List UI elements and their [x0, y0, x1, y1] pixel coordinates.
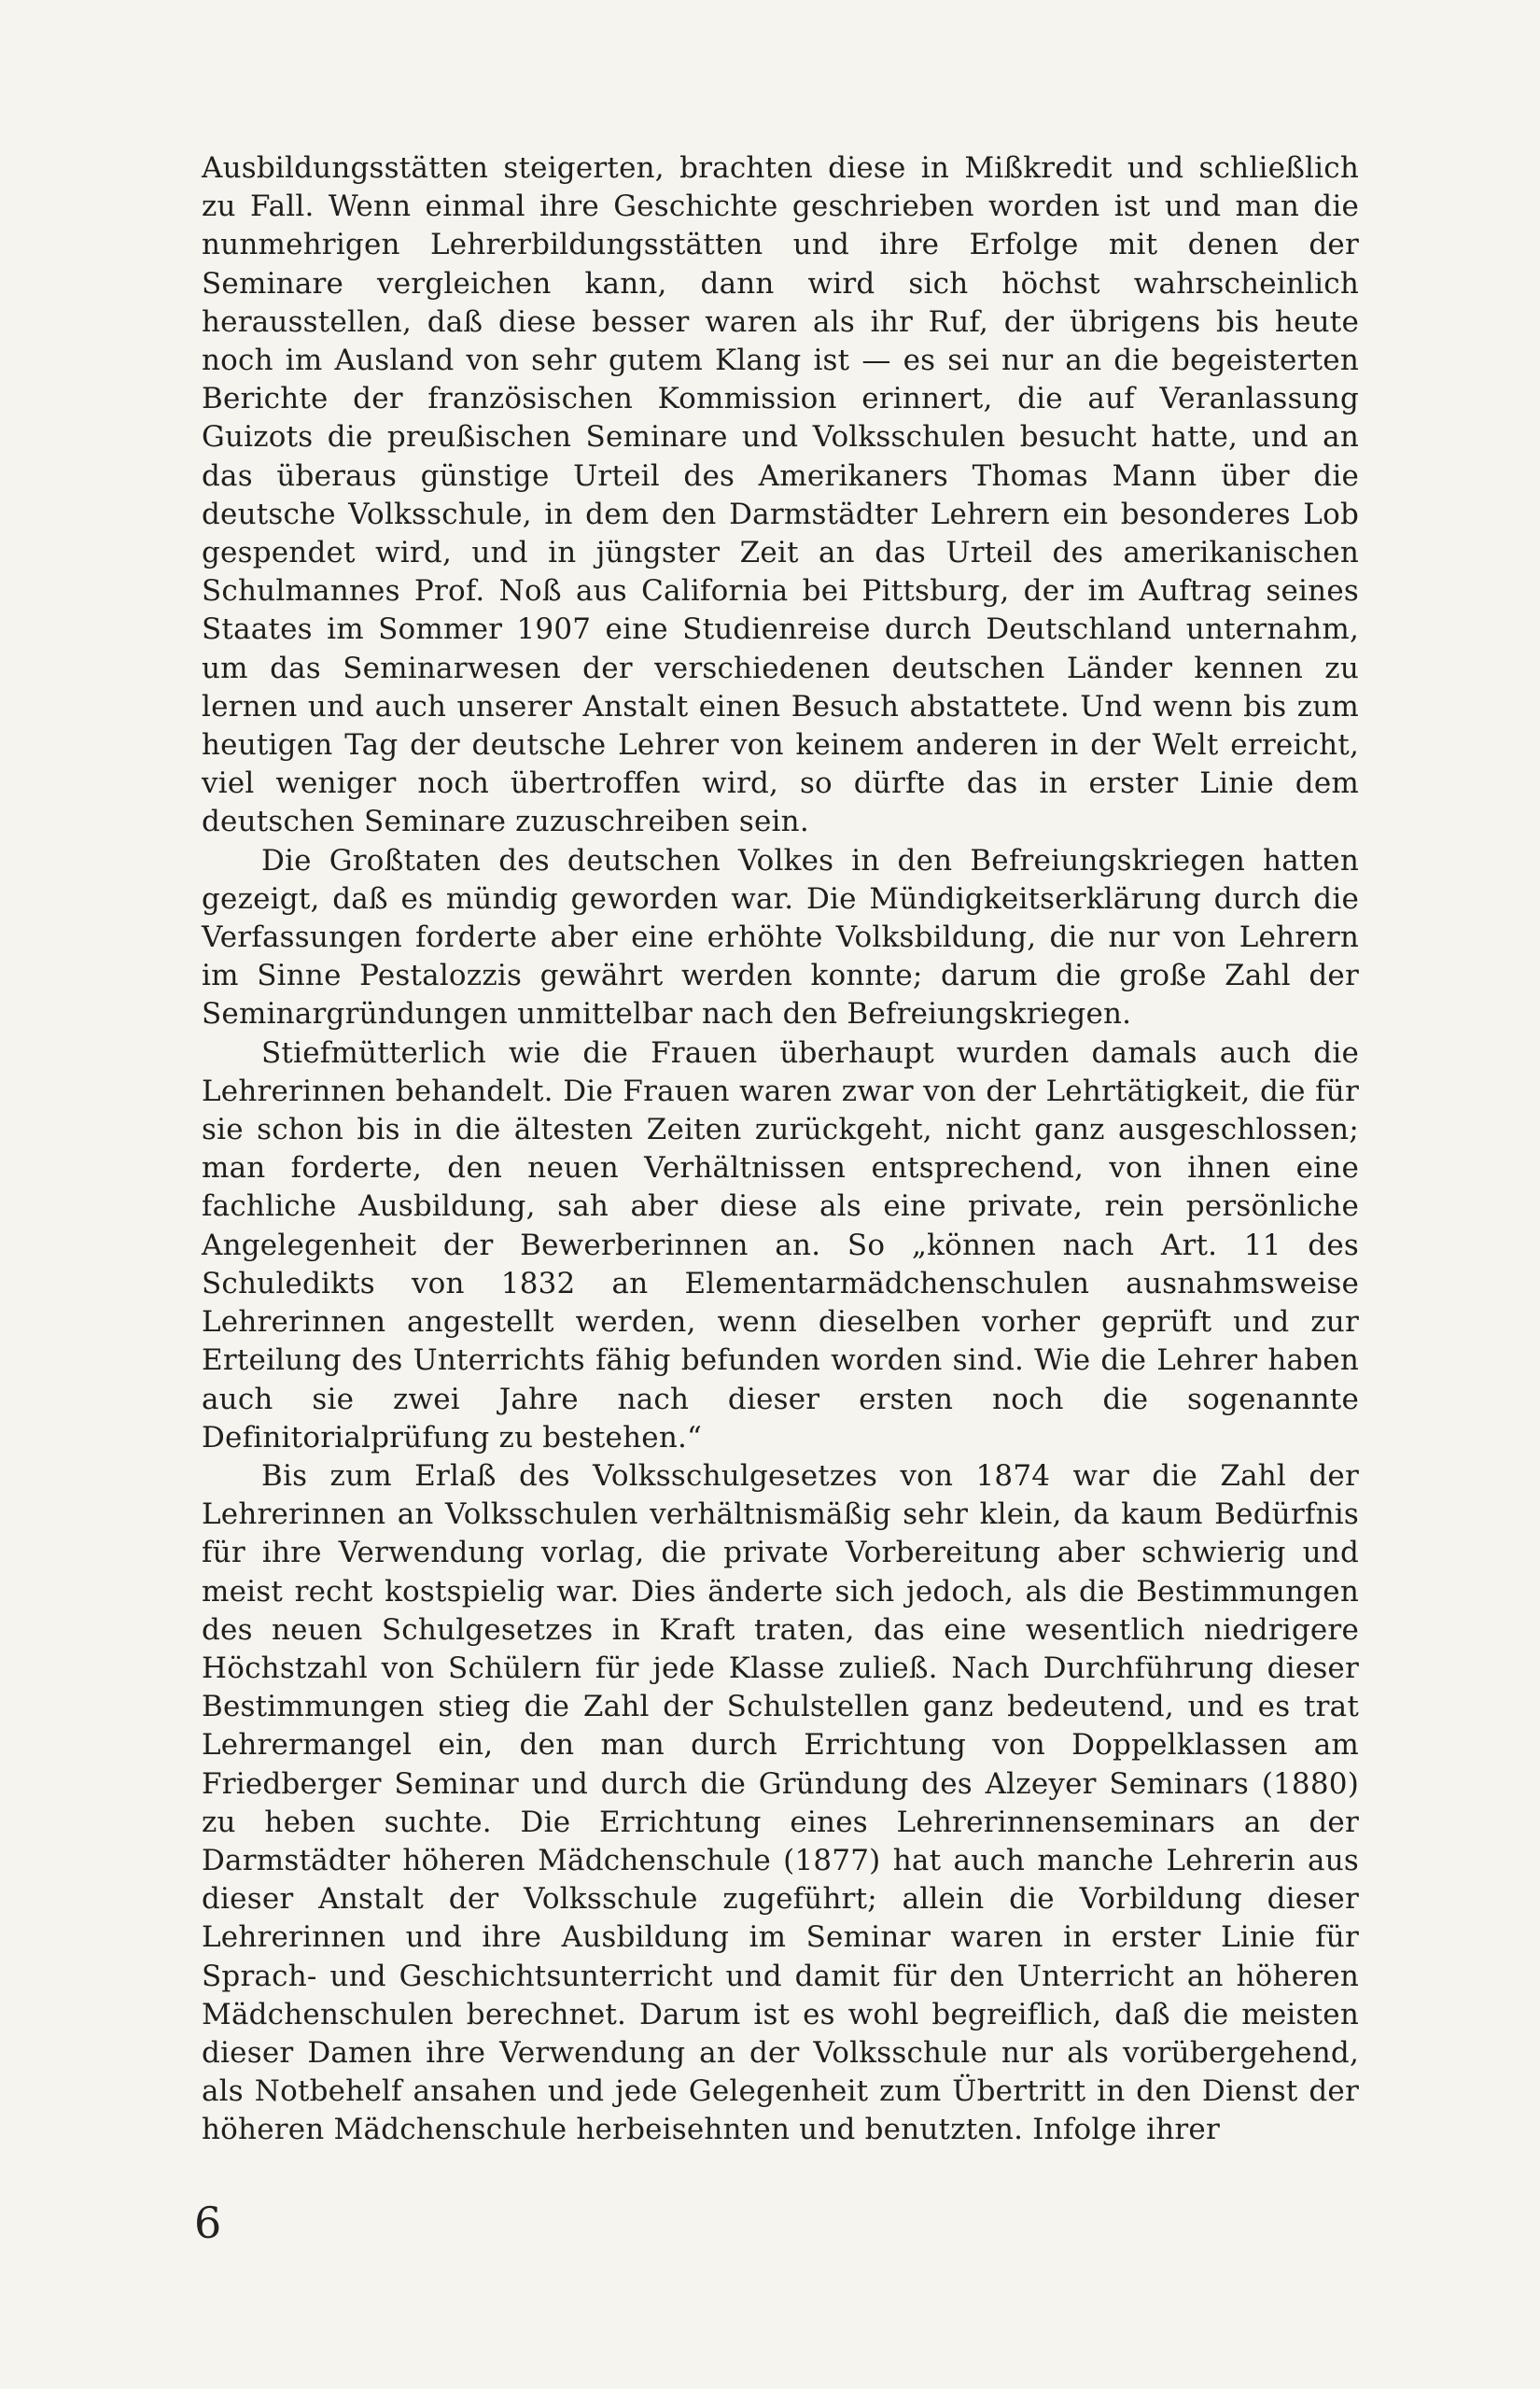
body-text	[202, 149, 1359, 2150]
paragraph-1: Ausbildungsstätten steigerten, brachten diese in Mißkredit und schließlich zu Fall. Wenn einmal ihre Geschichte geschrieben worden ist und man die nunmehrigen Lehrerbildungsstätten und ihre Erfolge mit denen der Seminare vergleichen kann, dann wird sich höchst wahrscheinlich herausstellen, daß diese besser waren als ihr Ruf, der übrigens bis heute noch im Ausland von sehr gutem Klang ist — es sei nur an die begeisterten Berichte der französischen Kommission erinnert, die auf Veranlassung Guizots die preußischen Seminare und Volksschulen besucht hatte, und an das überaus günstige Urteil des Amerikaners Thomas Mann über die deutsche Volksschule, in dem den Darmstädter Lehrern ein besonderes Lob gespendet wird, und in jüngster Zeit an das Urteil des amerikanischen Schulmannes Prof. Noß aus California bei Pittsburg, der im Auftrag seines Staates im Sommer 1907 eine Studienreise durch Deutschland unternahm, um das Seminarwesen der verschiedenen deutschen Länder kennen zu lernen und auch unserer Anstalt einen Besuch abstattete. Und wenn bis zum heutigen Tag der deutsche Lehrer von keinem anderen in der Welt erreicht, viel weniger noch übertroffen wird, so dürfte das in erster Linie dem deutschen Seminare zuzuschreiben sein.	[202, 151, 1359, 839]
paragraph-4: Bis zum Erlaß des Volksschulgesetzes von 1874 war die Zahl der Lehrerinnen an Volksschulen verhältnismäßig sehr klein, da kaum Bedürfnis für ihre Verwendung vorlag, die private Vorbereitung aber schwierig und meist recht kostspielig war. Dies änderte sich jedoch, als die Bestimmungen des neuen Schulgesetzes in Kraft traten, das eine wesentlich niedrigere Höchstzahl von Schülern für jede Klasse zuließ. Nach Durchführung dieser Bestimmungen stieg die Zahl der Schulstellen ganz bedeutend, und es trat Lehrermangel ein, den man durch Errichtung von Doppelklassen am Friedberger Seminar und durch die Gründung des Alzeyer Seminars (1880) zu heben suchte. Die Errichtung eines Lehrerinnenseminars an der Darmstädter höheren Mädchenschule (1877) hat auch manche Lehrerin aus dieser Anstalt der Volksschule zugeführt; allein die Vorbildung dieser Lehrerinnen und ihre Ausbildung im Seminar waren in erster Linie für Sprach- und Geschichtsunterricht und damit für den Unterricht an höheren Mädchenschulen berechnet. Darum ist es wohl begreiflich, daß die meisten dieser Damen ihre Verwendung an der Volksschule nur als vorübergehend, als Notbehelf ansahen und jede Gelegenheit zum Übertritt in den Dienst der höheren Mädchenschule herbeisehnten und benutzten. Infolge ihrer	[202, 1458, 1359, 2147]
paragraph-2: Die Großtaten des deutschen Volkes in den Befreiungskriegen hatten gezeigt, daß es mündig geworden war. Die Mündigkeitserklärung durch die Verfassungen forderte aber eine erhöhte Volksbildung, die nur von Lehrern im Sinne Pestalozzis gewährt werden konnte; darum die große Zahl der Seminargründungen unmittelbar nach den Befreiungskriegen.	[202, 843, 1359, 1032]
page-number: 6	[194, 2198, 222, 2248]
paragraph-3: Stiefmütterlich wie die Frauen überhaupt wurden damals auch die Lehrerinnen behandelt. Die Frauen waren zwar von der Lehrtätigkeit, die für sie schon bis in die ältesten Zeiten zurückgeht, nicht ganz ausgeschlossen; man forderte, den neuen Verhältnissen entsprechend, von ihnen eine fachliche Ausbildung, sah aber diese als eine private, rein persönliche Angelegenheit der Bewerberinnen an. So „können nach Art. 11 des Schuledikts von 1832 an Elementarmädchenschulen ausnahmsweise Lehrerinnen angestellt werden, wenn dieselben vorher geprüft und zur Erteilung des Unterrichts fähig befunden worden sind. Wie die Lehrer haben auch sie zwei Jahre nach dieser ersten noch die sogenannte Definitorialprüfung zu bestehen.“	[202, 1035, 1359, 1454]
